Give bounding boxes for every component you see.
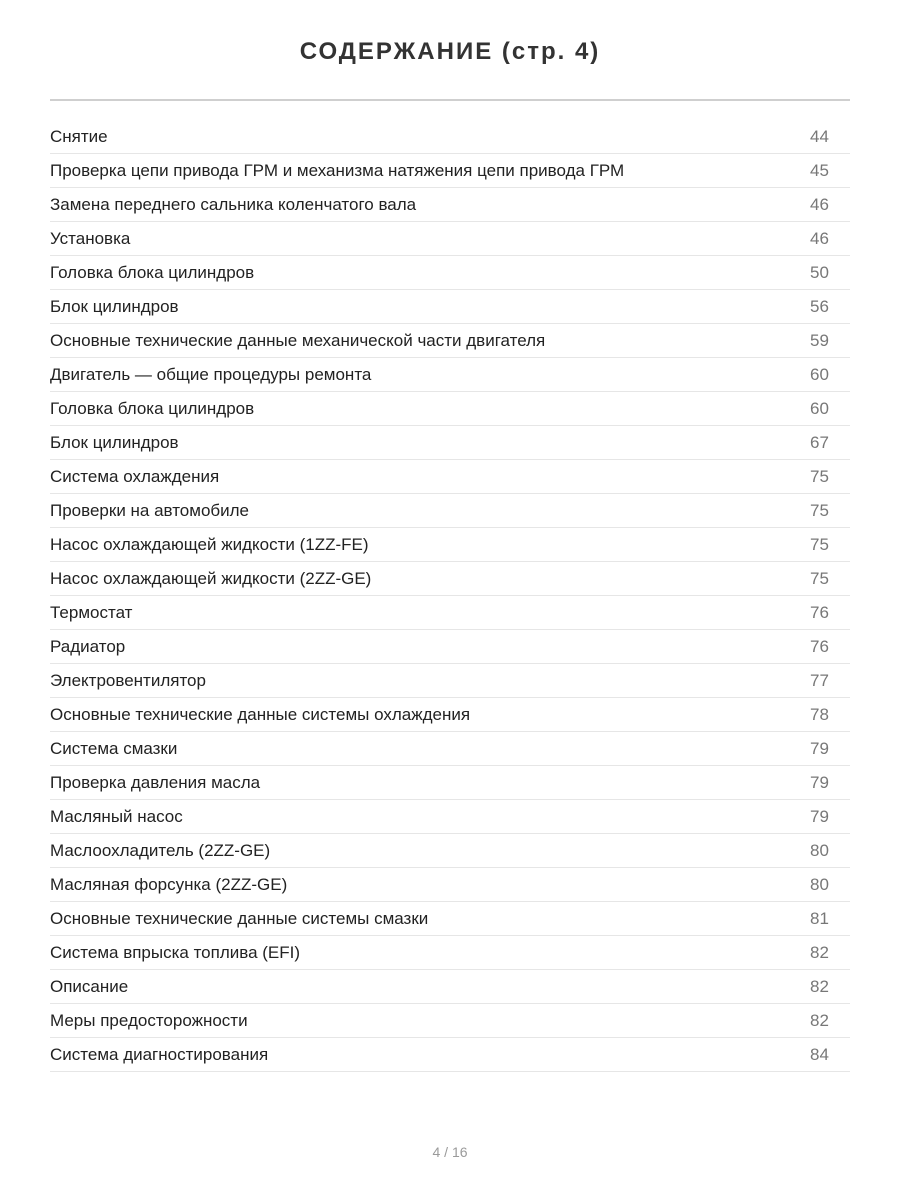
page-number-footer: 4 / 16 — [432, 1144, 468, 1160]
toc-entry[interactable] — [50, 1038, 850, 1072]
toc-entry-page-number: 59 — [810, 330, 829, 350]
toc-entry[interactable] — [50, 902, 850, 936]
toc-entry[interactable] — [50, 222, 850, 256]
toc-entry[interactable] — [50, 970, 850, 1004]
toc-entry-page-number: 60 — [810, 364, 829, 384]
toc-entry-page-number: 50 — [810, 262, 829, 282]
toc-entry-title: Электровентилятор — [50, 670, 206, 690]
toc-entry-title: Радиатор — [50, 636, 126, 656]
toc-entry-page-number: 82 — [810, 1010, 829, 1030]
toc-entry-title: Описание — [50, 976, 129, 996]
toc-entry[interactable] — [50, 664, 850, 698]
toc-entry-title: Замена переднего сальника коленчатого вала — [50, 194, 417, 214]
toc-entry-title: Установка — [50, 228, 131, 248]
title-divider — [50, 99, 850, 101]
toc-entry-title: Головка блока цилиндров — [50, 262, 255, 282]
toc-entry-page-number: 75 — [810, 568, 829, 588]
toc-entry[interactable] — [50, 392, 850, 426]
toc-entry-page-number: 79 — [810, 738, 829, 758]
toc-entry[interactable] — [50, 358, 850, 392]
toc-entry[interactable] — [50, 290, 850, 324]
toc-entry[interactable] — [50, 494, 850, 528]
toc-entry-title: Проверка давления масла — [50, 772, 261, 792]
toc-entry-title: Система диагностирования — [50, 1044, 269, 1064]
toc-entry-title: Основные технические данные механической части двигателя — [50, 330, 546, 350]
toc-entry-title: Маслоохладитель (2ZZ-GE) — [50, 840, 271, 860]
toc-entry-page-number: 75 — [810, 534, 829, 554]
toc-entry-page-number: 75 — [810, 466, 829, 486]
toc-entry-title: Масляная форсунка (2ZZ-GE) — [50, 874, 288, 894]
toc-entry-page-number: 80 — [810, 840, 829, 860]
toc-entry-page-number: 56 — [810, 296, 829, 316]
toc-entry-page-number: 67 — [810, 432, 829, 452]
toc-entry-title: Снятие — [50, 126, 108, 146]
toc-entry-page-number: 46 — [810, 194, 829, 214]
toc-entry[interactable] — [50, 256, 850, 290]
toc-entry-page-number: 77 — [810, 670, 829, 690]
toc-entry-page-number: 46 — [810, 228, 829, 248]
toc-entry-title: Насос охлаждающей жидкости (2ZZ-GE) — [50, 568, 372, 588]
toc-entry-page-number: 76 — [810, 636, 829, 656]
toc-entry-page-number: 79 — [810, 772, 829, 792]
toc-entry[interactable] — [50, 936, 850, 970]
toc-entry-page-number: 82 — [810, 976, 829, 996]
toc-entry-page-number: 44 — [810, 126, 829, 146]
toc-entry[interactable] — [50, 426, 850, 460]
toc-entry-page-number: 81 — [810, 908, 829, 928]
toc-entry-title: Проверки на автомобиле — [50, 500, 250, 520]
toc-entry-page-number: 84 — [810, 1044, 829, 1064]
toc-entry[interactable] — [50, 562, 850, 596]
toc-entry[interactable] — [50, 596, 850, 630]
toc-entry[interactable] — [50, 868, 850, 902]
toc-entry[interactable] — [50, 630, 850, 664]
toc-entry-page-number: 82 — [810, 942, 829, 962]
toc-entry[interactable] — [50, 120, 850, 154]
toc-entry-title: Масляный насос — [50, 806, 183, 826]
page-title: СОДЕРЖАНИЕ (стр. 4) — [299, 38, 601, 65]
toc-entry-title: Насос охлаждающей жидкости (1ZZ-FE) — [50, 534, 369, 554]
toc-entry-title: Головка блока цилиндров — [50, 398, 255, 418]
toc-entry[interactable] — [50, 528, 850, 562]
toc-entry-page-number: 78 — [810, 704, 829, 724]
toc-list — [50, 120, 850, 1072]
toc-entry[interactable] — [50, 460, 850, 494]
toc-entry[interactable] — [50, 1004, 850, 1038]
toc-entry-page-number: 45 — [810, 160, 829, 180]
toc-entry-title: Система охлаждения — [50, 466, 220, 486]
toc-entry-page-number: 80 — [810, 874, 829, 894]
toc-entry-page-number: 75 — [810, 500, 829, 520]
toc-entry[interactable] — [50, 800, 850, 834]
toc-entry-title: Проверка цепи привода ГРМ и механизма натяжения цепи привода ГРМ — [50, 160, 625, 180]
toc-entry-page-number: 76 — [810, 602, 829, 622]
toc-entry-title: Основные технические данные системы смазки — [50, 908, 429, 928]
toc-entry-page-number: 60 — [810, 398, 829, 418]
toc-entry-title: Термостат — [50, 602, 133, 622]
toc-entry-title: Двигатель — общие процедуры ремонта — [50, 364, 372, 384]
toc-entry[interactable] — [50, 766, 850, 800]
toc-entry-title: Меры предосторожности — [50, 1010, 248, 1030]
toc-entry-title: Система смазки — [50, 738, 178, 758]
toc-entry[interactable] — [50, 698, 850, 732]
toc-entry[interactable] — [50, 188, 850, 222]
toc-entry[interactable] — [50, 324, 850, 358]
toc-entry-title: Блок цилиндров — [50, 296, 179, 316]
toc-entry-title: Блок цилиндров — [50, 432, 179, 452]
toc-entry-title: Основные технические данные системы охлаждения — [50, 704, 471, 724]
toc-entry[interactable] — [50, 154, 850, 188]
toc-entry-title: Система впрыска топлива (EFI) — [50, 942, 301, 962]
toc-entry[interactable] — [50, 732, 850, 766]
toc-entry[interactable] — [50, 834, 850, 868]
toc-entry-page-number: 79 — [810, 806, 829, 826]
